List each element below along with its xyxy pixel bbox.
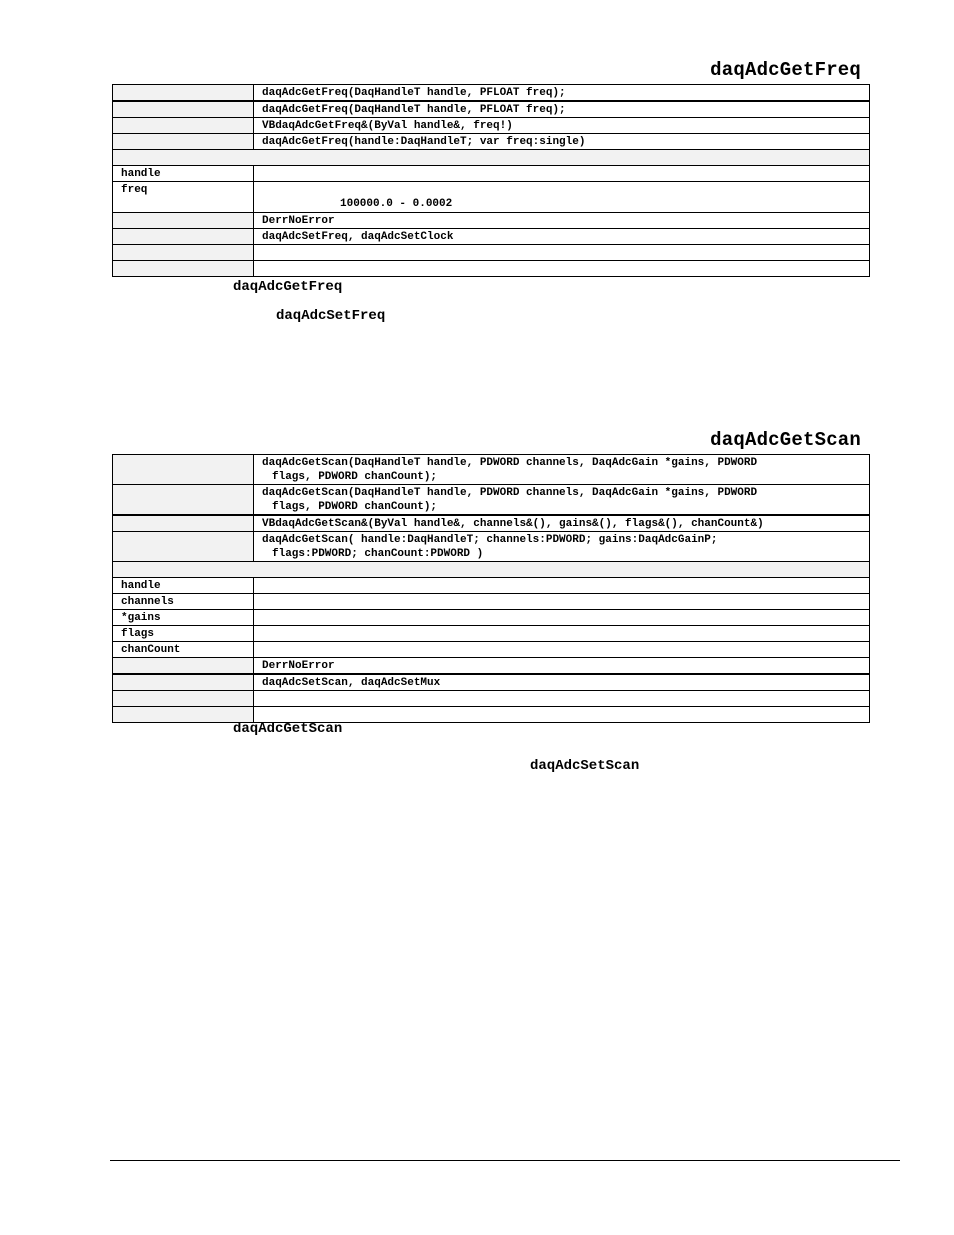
empty-cell	[254, 261, 870, 277]
getscan-table	[112, 454, 870, 723]
proto-cpp-line1: daqAdcGetScan(DaqHandleT handle, PDWORD channels, DaqAdcGain *gains, PDWORD	[262, 487, 758, 499]
param-desc	[254, 626, 870, 642]
footer-rule	[110, 1160, 900, 1161]
param-name: freq	[113, 182, 254, 213]
section-title-getscan: daqAdcGetScan	[710, 429, 861, 451]
label-cell	[113, 658, 254, 675]
param-desc	[254, 594, 870, 610]
param-name: flags	[113, 626, 254, 642]
param-desc	[254, 182, 870, 213]
label-cell	[113, 455, 254, 485]
label-cell	[113, 691, 254, 707]
proto-cpp-line2: flags, PDWORD chanCount);	[272, 501, 438, 513]
returns-value: DerrNoError	[254, 658, 870, 675]
section-title-getfreq: daqAdcGetFreq	[710, 59, 861, 81]
proto-delphi: daqAdcGetFreq(handle:DaqHandleT; var freq:single)	[254, 134, 870, 150]
proto-vb: VBdaqAdcGetScan&(ByVal handle&, channels&(), gains&(), flags&(), chanCount&)	[254, 515, 870, 532]
label-cell	[113, 261, 254, 277]
label-cell	[113, 134, 254, 150]
parameters-header	[113, 150, 870, 166]
proto-c-line1: daqAdcGetScan(DaqHandleT handle, PDWORD channels, DaqAdcGain *gains, PDWORD	[262, 457, 758, 469]
proto-delphi-line1: daqAdcGetScan( handle:DaqHandleT; channels:PDWORD; gains:DaqAdcGainP;	[262, 534, 718, 546]
returns-value: DerrNoError	[254, 213, 870, 229]
label-cell	[113, 85, 254, 102]
ref-setfreq: daqAdcSetFreq	[276, 308, 386, 324]
param-desc	[254, 578, 870, 594]
param-name: channels	[113, 594, 254, 610]
empty-cell	[254, 707, 870, 723]
ref-getscan: daqAdcGetScan	[233, 721, 343, 737]
proto-c	[254, 455, 870, 485]
parameters-header	[113, 562, 870, 578]
param-name: *gains	[113, 610, 254, 626]
proto-vb: VBdaqAdcGetFreq&(ByVal handle&, freq!)	[254, 118, 870, 134]
ref-setscan: daqAdcSetScan	[530, 758, 640, 774]
label-cell	[113, 213, 254, 229]
label-cell	[113, 245, 254, 261]
freq-range: 100000.0 - 0.0002	[340, 198, 453, 210]
label-cell	[113, 674, 254, 691]
param-name: chanCount	[113, 642, 254, 658]
ref-getfreq: daqAdcGetFreq	[233, 279, 343, 295]
proto-cpp: daqAdcGetFreq(DaqHandleT handle, PFLOAT freq);	[254, 101, 870, 118]
label-cell	[113, 229, 254, 245]
param-name: handle	[113, 166, 254, 182]
see-also-value: daqAdcSetFreq, daqAdcSetClock	[254, 229, 870, 245]
see-also-value: daqAdcSetScan, daqAdcSetMux	[254, 674, 870, 691]
param-desc	[254, 166, 870, 182]
proto-delphi-line2: flags:PDWORD; chanCount:PDWORD )	[272, 548, 484, 560]
param-desc	[254, 610, 870, 626]
label-cell	[113, 101, 254, 118]
empty-cell	[254, 245, 870, 261]
param-desc	[254, 642, 870, 658]
proto-delphi	[254, 532, 870, 562]
label-cell	[113, 118, 254, 134]
label-cell	[113, 485, 254, 516]
proto-c: daqAdcGetFreq(DaqHandleT handle, PFLOAT freq);	[254, 85, 870, 102]
proto-cpp	[254, 485, 870, 516]
getfreq-table	[112, 84, 870, 277]
label-cell	[113, 515, 254, 532]
param-name: handle	[113, 578, 254, 594]
label-cell	[113, 532, 254, 562]
empty-cell	[254, 691, 870, 707]
proto-c-line2: flags, PDWORD chanCount);	[272, 471, 438, 483]
